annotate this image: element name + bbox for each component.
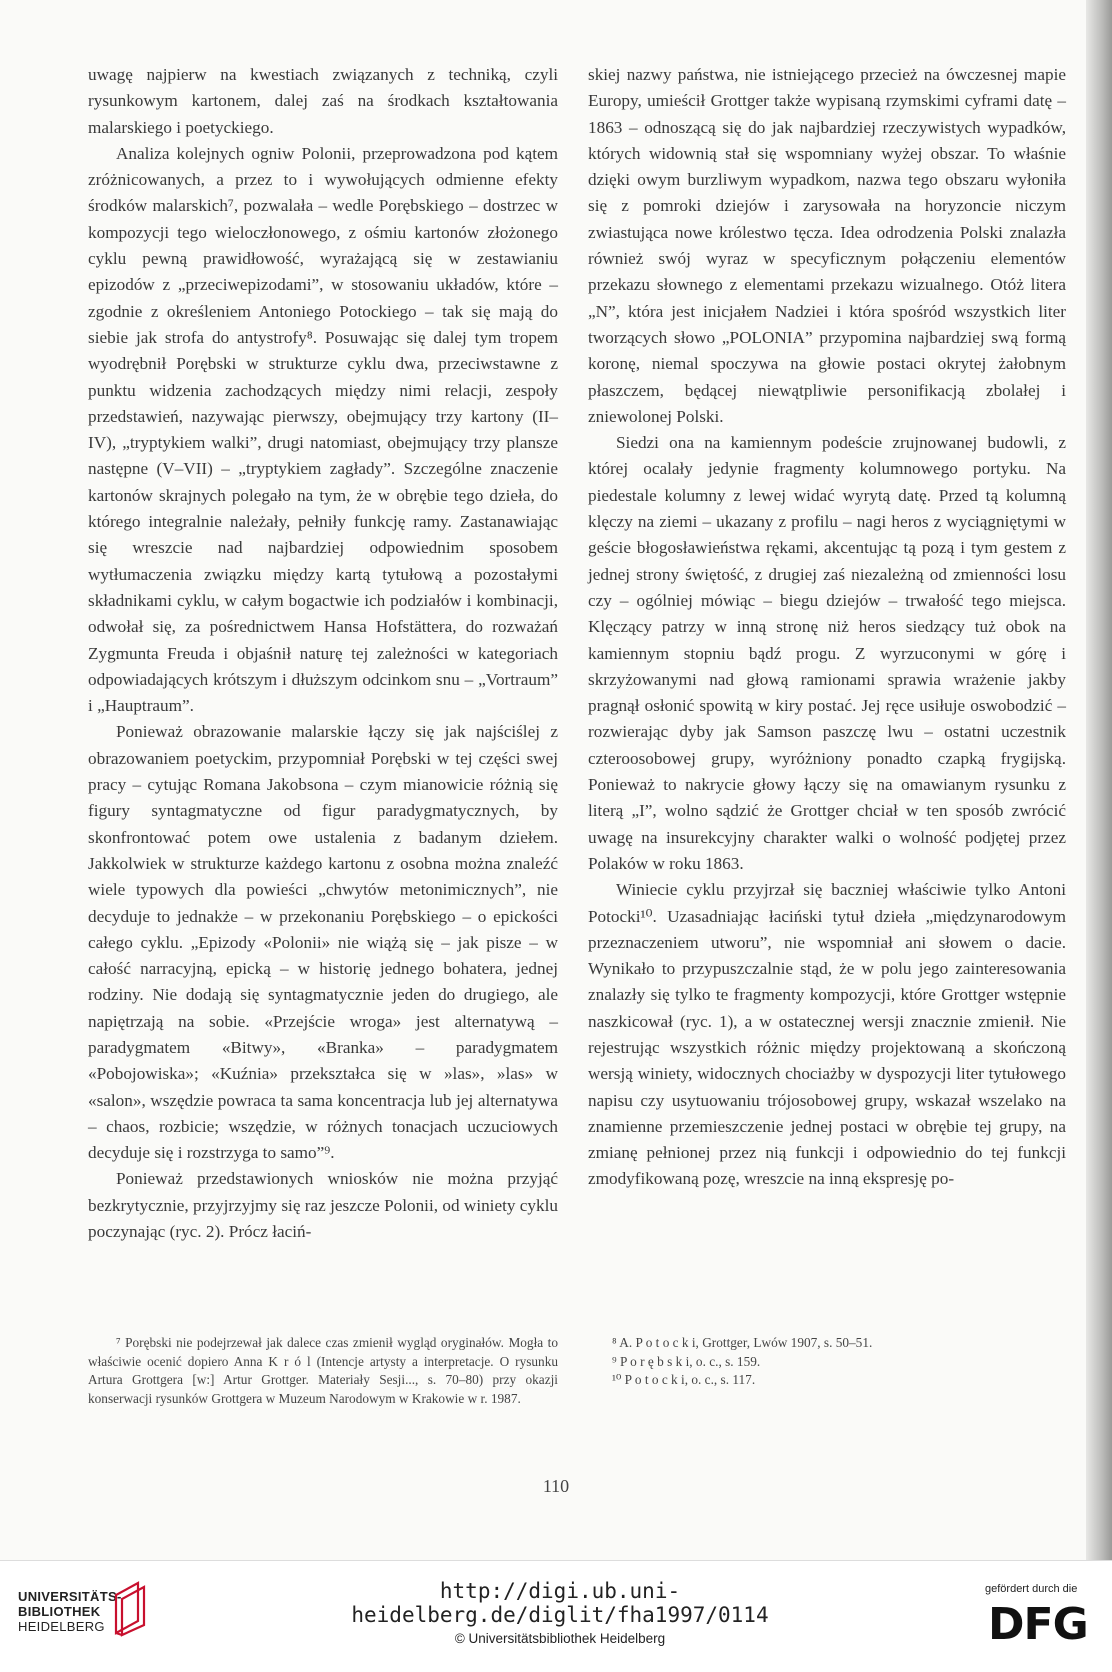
library-name-line: BIBLIOTHEK <box>18 1604 101 1619</box>
book-binding-edge <box>1086 0 1112 1560</box>
footnote: ⁹ P o r ę b s k i, o. c., s. 159. <box>612 1353 761 1369</box>
footnote: ⁷ Porębski nie podejrzewał jak dalece czas zmienił wygląd oryginałów. Mogła to właściwie ocenić dopiero Anna K r ó l (Intencje artysty a interpretacje. O rysunku Artura Grottgera [w:] Artur Grottger. Materiały Sesji..., s. 70–80) przy okazji konserwacji rysunków Grottgera w Muzeum Narodowym w Krakowie w r. 1987. <box>88 1335 558 1406</box>
dfg-caption: gefördert durch die <box>985 1583 1078 1595</box>
library-name <box>18 1589 122 1634</box>
library-name-line: HEIDELBERG <box>18 1619 105 1634</box>
paragraph: Winiecie cyklu przyjrzał się baczniej właściwie tylko Antoni Potocki¹⁰. Uzasadniając łaciński tytuł dzieła „międzynarodowym przeznaczeniem utworu”, nie wspomniał ani słowem o dacie. Wynikało to przypuszczalnie stąd, że w polu jego zainteresowania znalazły się tylko te fragmenty kompozycji, które Grottger wstępnie naszkicował (ryc. 1), a w ostatecznej wersji znacznie zmienił. Nie rejestrując wszystkich różnic między projektowaną a skończoną wersją winiety, widocznych chociażby w dyspozycji liter tytułowego napisu czy usytuowaniu trójosobowej grupy, wskazał wszelako na znamienne przemieszczenie jednej postaci w obrębie tej grupy, na zmianę pełnionej przez nią funkcji i odpowiednio do tej funkcji zmodyfikowaną pozę, wreszcie na inną ekspresję po- <box>588 880 1066 1189</box>
paragraph: Ponieważ przedstawionych wniosków nie można przyjąć bezkrytycznie, przyjrzyjmy się raz jeszcze Polonii, od winiety cyklu poczynając (ryc. 2). Prócz łaciń- <box>88 1169 558 1242</box>
right-text-column <box>588 62 1066 1193</box>
library-logo-icon <box>112 1581 148 1637</box>
footnote: ¹⁰ P o t o c k i, o. c., s. 117. <box>612 1372 756 1388</box>
dfg-logo: DFG <box>988 1599 1088 1650</box>
paragraph: Ponieważ obrazowanie malarskie łączy się jak najściślej z obrazowaniem poetyckim, przypomniał Porębski w tej części swej pracy – cytując Romana Jakobsona – czym mianowicie różnią się figury syntagmatyczne od figur paradygmatycznych, by skonfrontować potem owe ustalenia z badanym dziełem. Jakkolwiek w strukturze każdego kartonu z osobna można znaleźć wiele typowych dla powieści „chwytów metonimicznych”, nie decyduje to jednakże – w przekonaniu Porębskiego – o epickości całego cyklu. „Epizody «Polonii» nie wiążą się – jak pisze – w całość narracyjną, epicką – w historię jednego bohatera, jednej rodziny. Nie dodają się syntagmatycznie jeden do drugiego, ale napiętrzają na sobie. «Przejście wroga» jest alternatywą – paradygmatem «Bitwy», «Branka» – paradygmatem «Pobojowiska»; «Kuźnia» przekształca się w »las», »las» w «salon», wszędzie powraca ta sama koncentracja lub jej alternatywa – chaos, rozbicie; wszędzie, w różnych tonacjach uczuciowych decyduje się i rozstrzyga to samo”⁹. <box>88 722 558 1163</box>
paragraph: uwagę najpierw na kwestiach związanych z techniką, czyli rysunkowym kartonem, dalej zaś na środkach kształtowania malarskiego i poetyckiego. <box>88 65 558 137</box>
footnotes-left <box>88 1334 558 1408</box>
digitization-footer <box>0 1560 1112 1672</box>
library-name-line: UNIVERSITÄTS- <box>18 1589 122 1604</box>
left-text-column <box>88 62 558 1245</box>
footnotes-right <box>612 1334 1052 1390</box>
paragraph: Siedzi ona na kamiennym podeście zrujnowanej budowli, z której ocalały jedynie fragmenty kolumnowego portyku. Na piedestale kolumny z lewej widać wyrytą datę. Przed tą kolumną klęczy na ziemi – ukazany z profilu – nagi heros z wyciągniętymi w geście błogosławieństwa rękami, akcentując tą pozą i tym gestem z jednej strony świętość, z drugiej zaś niezależną od zmienności losu czy – ogólniej mówiąc – biegu dziejów – trwałość tego miejsca. Klęczący patrzy w inną stronę niż heros siedzący tuż obok na kamiennym stopniu bądź progu. Z wyrzuconymi w górę i skrzyżowanymi nad głową ramionami sprawia wrażenie jakby pragnął osłonić spowitą w kiry postać. Jej ręce usiłuje oswobodzić – rozwierając dyby jak Samson paszczę lwu – ostatni uczestnik czteroosobowej grupy, wyróżniony ponadto czapką frygijską. Ponieważ to nakrycie głowy łączy się na omawianym rysunku z literą „I”, wolno sądzić że Grottger chciał w ten sposób zwrócić uwagę na insurekcyjny charakter walki o wolność podjętej przez Polaków w roku 1863. <box>588 433 1066 873</box>
paragraph: Analiza kolejnych ogniw Polonii, przeprowadzona pod kątem zróżnicowanych, a przez to i wywołujących odmienne efekty środków malarskich⁷, pozwalała – wedle Porębskiego – dostrzec w kompozycji tego wieloczłonowego, z ośmiu kartonów złożonego cyklu pewną prawidłowość, wyrażającą się w zestawianiu epizodów z „przeciwepizodami”, w stosowaniu układów, które – zgodnie z określeniem Antoniego Potockiego – tak się mają do siebie jak strofa do antystrofy⁸. Posuwając się dalej tym tropem wyodrębnił Porębski w strukturze cyklu dwa, przeciwstawne z punktu widzenia zachodzących między nimi relacji, zespoły przedstawień, nazywając pierwszy, obejmujący trzy kartony (II–IV), „tryptykiem walki”, drugi natomiast, obejmujący trzy plansze następne (V–VII) – „tryptykiem zagłady”. Szczególne znaczenie kartonów skrajnych polegało na tym, że w obrębie tego dzieła, do którego integralnie należały, pełniły funkcję ramy. Zastanawiając się wreszcie nad najbardziej odpowiednim sposobem wytłumaczenia związku między kartą tytułową a pozostałymi składnikami cyklu, w całym bogactwie ich podziałów i kombinacji, odwołał się, za pośrednictwem Hansa Hofstättera, do rozważań Zygmunta Freuda i objaśnił naturę tej zależności w kategoriach odpowiadających krótszym i dłuższym odcinkom snu – „Vortraum” i „Hauptraum”. <box>88 143 558 716</box>
permalink-url[interactable]: http://digi.ub.uni-heidelberg.de/diglit/fha1997/0114 <box>351 1579 769 1627</box>
copyright-notice: © Universitätsbibliothek Heidelberg <box>454 1631 666 1646</box>
paragraph: skiej nazwy państwa, nie istniejącego przecież na ówczesnej mapie Europy, umieścił Grottger także wypisaną rzymskimi cyframi datę – 1863 – odnoszącą się do jak najbardziej rzeczywistych wypadków, których widownią stał się wspomniany wyżej obszar. To właśnie dzięki owym burzliwym wypadkom, nazwa tego obszaru wyłoniła się z pomroki dziejów i zarysowała na horyzoncie niczym zwiastująca nowe królestwo tęcza. Idea odrodzenia Polski znalazła również swój wyraz w specyficznym połączeniu elementów przekazu słownego z elementami przekazu wizualnego. Otóż litera „N”, która jest inicjałem Nadziei i która spośród wszystkich liter tworzących słowo „POLONIA” przypomina najbardziej swą formą koronę, niemal spoczywa na głowie postaci okrytej żałobnym płaszczem, będącej niewątpliwie personifikacją zbolałej i zniewolonej Polski. <box>588 65 1066 426</box>
footnote: ⁸ A. P o t o c k i, Grottger, Lwów 1907, s. 50–51. <box>612 1335 873 1350</box>
page-number: 110 <box>542 1476 570 1496</box>
